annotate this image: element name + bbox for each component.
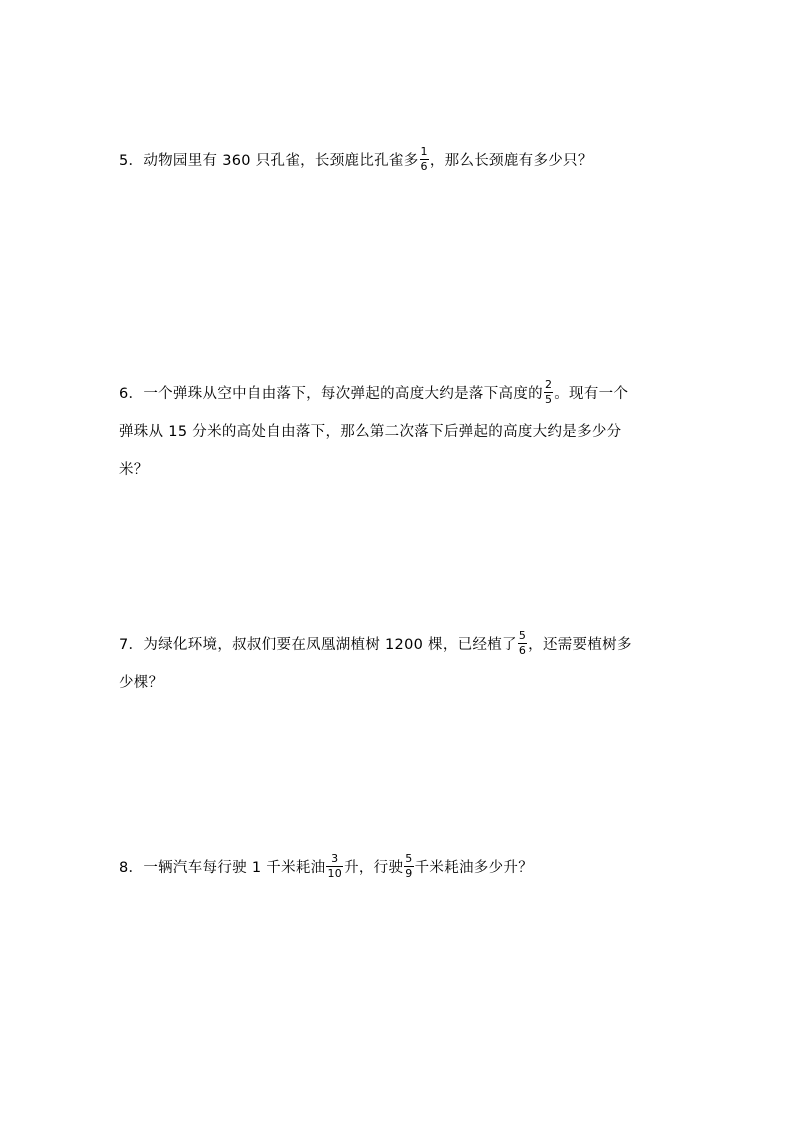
fraction-denominator: 6 [420, 160, 428, 173]
problem-6 [119, 375, 679, 489]
problem-8 [119, 849, 679, 887]
problem-text: 升，行驶 [344, 860, 404, 876]
problem-7-line-1 [119, 626, 679, 664]
problem-text: 米？ [119, 462, 149, 478]
problem-text: ，那么长颈鹿有多少只？ [429, 153, 593, 169]
problem-text: 。现有一个 [554, 386, 629, 402]
fraction [518, 629, 527, 657]
fraction-denominator: 10 [327, 867, 343, 880]
fraction-numerator: 1 [420, 145, 428, 158]
fraction-numerator: 3 [331, 852, 339, 865]
problem-text: 8．一辆汽车每行驶 1 千米耗油 [119, 860, 326, 876]
problem-text: 6．一个弹珠从空中自由落下，每次弹起的高度大约是落下高度的 [119, 386, 543, 402]
fraction [404, 852, 413, 880]
problem-7 [119, 626, 679, 702]
fraction-numerator: 5 [405, 852, 413, 865]
fraction-numerator: 2 [544, 378, 553, 391]
problem-text: 千米耗油多少升？ [414, 860, 533, 876]
fraction-denominator: 9 [405, 867, 413, 880]
problem-5 [119, 142, 679, 180]
problem-text: 少棵？ [119, 675, 164, 691]
problem-6-line-1 [119, 375, 679, 413]
problem-text: ，还需要植树多 [528, 637, 632, 653]
problem-text: 弹珠从 15 分米的高处自由落下，那么第二次落下后弹起的高度大约是多少分 [119, 424, 622, 440]
fraction-numerator: 5 [518, 629, 527, 642]
problem-text: 5．动物园里有 360 只孔雀，长颈鹿比孔雀多 [119, 153, 419, 169]
problem-8-line-1 [119, 849, 679, 887]
fraction [420, 145, 429, 173]
problem-6-line-2 [119, 413, 679, 451]
problem-7-line-2 [119, 664, 679, 702]
problem-5-line-1 [119, 142, 679, 180]
problem-6-line-3 [119, 451, 679, 489]
fraction [326, 852, 343, 880]
problem-text: 7．为绿化环境，叔叔们要在凤凰湖植树 1200 棵，已经植了 [119, 637, 517, 653]
fraction-denominator: 6 [518, 644, 527, 657]
fraction-denominator: 5 [544, 393, 553, 406]
fraction [544, 378, 553, 406]
